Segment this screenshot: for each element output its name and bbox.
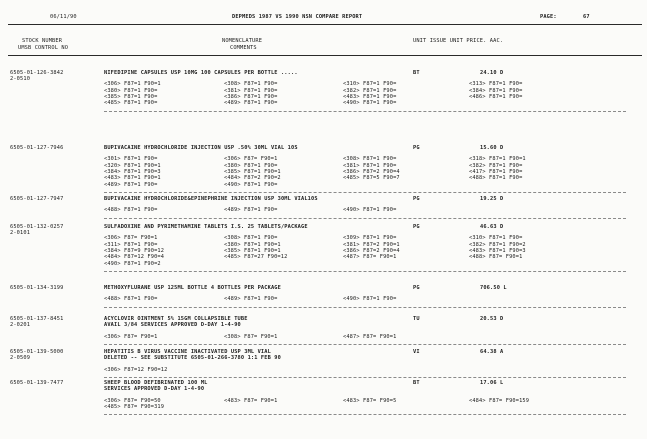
site-code: <490> F87=1 F90= <box>343 207 397 214</box>
unit-of-issue: BT <box>413 70 420 76</box>
site-code: <485> F87=5 F90=7 <box>343 175 400 182</box>
col-control-number: UMSB CONTROL NO <box>18 45 69 51</box>
entry-separator <box>104 377 626 378</box>
col-unit-price-aac: UNIT ISSUE UNIT PRICE. AAC. <box>413 38 504 44</box>
site-code: <483> F87= F90=5 <box>343 397 397 404</box>
unit-price: 19.25 D <box>480 196 504 202</box>
control-number: 2-0510 <box>10 76 31 83</box>
stock-number: 6505-01-137-8451 <box>10 316 64 322</box>
report-date: 06/11/90 <box>50 14 77 20</box>
site-code: <486> F87=1 F90= <box>469 93 523 100</box>
item-description: DELETED -- SEE SUBSTITUTE 6505-01-266-3780 1:1 FEB 90 <box>104 355 281 362</box>
site-code: <485> F87=1 F90= <box>104 100 158 107</box>
site-code: <382> F87=1 F90= <box>469 162 523 169</box>
site-code: <309> F87=1 F90= <box>343 235 397 242</box>
item-description: HEPATITIS B VIRUS VACCINE INACTIVATED USP 3ML VIAL <box>104 349 271 355</box>
item-description: SHEEP BLOOD DEFIBRINATED 100 ML <box>104 380 208 386</box>
site-code: <483> F87=1 F90= <box>343 93 397 100</box>
site-code: <308> F87=1 F90= <box>343 156 397 163</box>
site-code: <384> F87=9 F90=12 <box>104 247 165 254</box>
site-code: <490> F87=1 F90= <box>224 181 278 188</box>
stock-number: 6505-01-126-3842 <box>10 70 64 76</box>
page-label: PAGE: <box>540 14 557 20</box>
site-code: <386> F87=1 F90= <box>224 93 278 100</box>
site-code: <484> F87= F90=159 <box>469 397 530 404</box>
site-code: <417> F87=1 F90= <box>469 168 523 175</box>
site-code: <381> F87=1 F90= <box>343 162 397 169</box>
site-code: <310> F87=1 F90= <box>343 81 397 88</box>
site-code: <306> F87= F90=50 <box>104 397 161 404</box>
site-code: <485> F87= F90=319 <box>104 403 165 410</box>
item-description: ACYCLOVIR OINTMENT 5% 15GM COLLAPSIBLE TUBE <box>104 316 248 322</box>
site-code: <308> F87=1 F90= <box>224 235 278 242</box>
site-code: <308> F87=1 F90= <box>224 81 278 88</box>
site-code: <308> F87= F90=1 <box>224 333 278 340</box>
site-code: <488> F87=1 F90= <box>469 175 523 182</box>
entry-separator <box>104 111 626 112</box>
item-description: SERVICES APPROVED D-DAY 1-4-90 <box>104 386 205 393</box>
entry-separator <box>104 218 626 219</box>
site-code: <385> F87=1 F90=1 <box>224 168 281 175</box>
site-code: <487> F87= F90=1 <box>343 254 397 261</box>
unit-price: 64.38 A <box>480 349 504 355</box>
site-code: <488> F87= F90=1 <box>469 254 523 261</box>
unit-of-issue: PG <box>413 285 420 291</box>
site-code: <485> F87=27 F90=12 <box>224 254 288 261</box>
site-code: <487> F87= F90=1 <box>343 333 397 340</box>
col-comments: COMMENTS <box>230 45 257 51</box>
stock-number: 6505-01-134-3199 <box>10 285 64 291</box>
site-code: <380> F87=1 F90= <box>104 87 158 94</box>
site-code: <489> F87=1 F90= <box>224 207 278 214</box>
header-rule-top <box>8 24 642 25</box>
site-code: <382> F87=1 F90= <box>343 87 397 94</box>
site-code: <306> F87=1 F90=1 <box>104 81 161 88</box>
entry-separator <box>104 307 626 308</box>
entry-separator <box>104 414 626 415</box>
site-code: <306> F87= F90=1 <box>104 235 158 242</box>
site-code: <386> F87=2 F90=4 <box>343 168 400 175</box>
unit-of-issue: BT <box>413 380 420 386</box>
item-description: BUPIVACAINE HYDROCHLORIDE&EPINEPHRINE INJECTION USP 30ML VIAL10S <box>104 196 318 202</box>
stock-number: 6505-01-127-7947 <box>10 196 64 202</box>
site-code: <490> F87=1 F90= <box>343 100 397 107</box>
site-code: <320> F87=1 F90=1 <box>104 162 161 169</box>
entry-separator <box>104 192 626 193</box>
unit-price: 20.53 D <box>480 316 504 322</box>
stock-number: 6505-01-132-0257 <box>10 224 64 230</box>
entry-separator <box>104 271 626 272</box>
item-description: METHOXYFLURANE USP 125ML BOTTLE 4 BOTTLES PER PACKAGE <box>104 285 281 291</box>
site-code: <318> F87=1 F90=1 <box>469 156 526 163</box>
col-stock-number: STOCK NUMBER <box>22 38 63 44</box>
control-number: 2-0509 <box>10 355 31 362</box>
site-code: <306> F87= F90=1 <box>224 156 278 163</box>
site-code: <301> F87=1 F90= <box>104 156 158 163</box>
header-rule-bottom <box>8 55 642 56</box>
site-code: <384> F87=1 F90= <box>469 87 523 94</box>
site-code: <386> F87=2 F90=4 <box>343 247 400 254</box>
site-code: <306> F87=12 F90=12 <box>104 366 168 373</box>
site-code: <484> F87=2 F90=2 <box>224 175 281 182</box>
site-code: <380> F87=1 F90=1 <box>224 241 281 248</box>
stock-number: 6505-01-139-5000 <box>10 349 64 355</box>
site-code: <489> F87=1 F90= <box>224 296 278 303</box>
site-code: <488> F87=1 F90= <box>104 296 158 303</box>
item-description: SULFADOXINE AND PYRIMETHAMINE TABLETS I.S. 25 TABLETS/PACKAGE <box>104 224 308 230</box>
site-code: <483> F87=1 F90=1 <box>104 175 161 182</box>
site-code: <490> F87=1 F90= <box>343 296 397 303</box>
unit-of-issue: PG <box>413 196 420 202</box>
control-number: 2-0101 <box>10 230 31 237</box>
unit-price: 46.63 D <box>480 224 504 230</box>
site-code: <381> F87=2 F90=1 <box>343 241 400 248</box>
site-code: <311> F87=1 F90= <box>104 241 158 248</box>
unit-price: 24.10 D <box>480 70 504 76</box>
site-code: <488> F87=1 F90= <box>104 207 158 214</box>
site-code: <385> F87=1 F90=1 <box>224 247 281 254</box>
site-code: <382> F87=1 F90=2 <box>469 241 526 248</box>
site-code: <310> F87=1 F90= <box>469 235 523 242</box>
control-number: 2-0201 <box>10 322 31 329</box>
item-description: AVAIL 3/84 SERVICES APPROVED D-DAY 1-4-90 <box>104 322 241 329</box>
site-code: <489> F87=1 F90= <box>224 100 278 107</box>
unit-of-issue: VI <box>413 349 420 355</box>
unit-of-issue: PG <box>413 224 420 230</box>
col-nomenclature: NOMENCLATURE <box>222 38 263 44</box>
site-code: <380> F87=1 F90= <box>224 162 278 169</box>
site-code: <483> F87= F90=1 <box>224 397 278 404</box>
report-title: DEPMEDS 1987 VS 1990 NSN COMPARE REPORT <box>232 14 363 20</box>
site-code: <384> F87=1 F90=3 <box>104 168 161 175</box>
unit-of-issue: TU <box>413 316 420 322</box>
item-description: NIFEDIPINE CAPSULES USP 10MG 100 CAPSULES PER BOTTLE ..... <box>104 70 298 76</box>
page-number: 67 <box>583 14 590 20</box>
site-code: <306> F87= F90=1 <box>104 333 158 340</box>
site-code: <490> F87=1 F90=2 <box>104 260 161 267</box>
site-code: <484> F87=12 F90=4 <box>104 254 165 261</box>
stock-number: 6505-01-139-7477 <box>10 380 64 386</box>
site-code: <489> F87=1 F90= <box>104 181 158 188</box>
unit-of-issue: PG <box>413 145 420 151</box>
item-description: BUPIVACAINE HYDROCHLORIDE INJECTION USP .50% 30ML VIAL 10S <box>104 145 298 151</box>
site-code: <483> F87=1 F90=3 <box>469 247 526 254</box>
site-code: <381> F87=1 F90= <box>224 87 278 94</box>
entry-separator <box>104 344 626 345</box>
unit-price: 706.50 L <box>480 285 507 291</box>
unit-price: 17.06 L <box>480 380 504 386</box>
stock-number: 6505-01-127-7946 <box>10 145 64 151</box>
site-code: <385> F87=1 F90= <box>104 93 158 100</box>
unit-price: 15.60 D <box>480 145 504 151</box>
site-code: <313> F87=1 F90= <box>469 81 523 88</box>
